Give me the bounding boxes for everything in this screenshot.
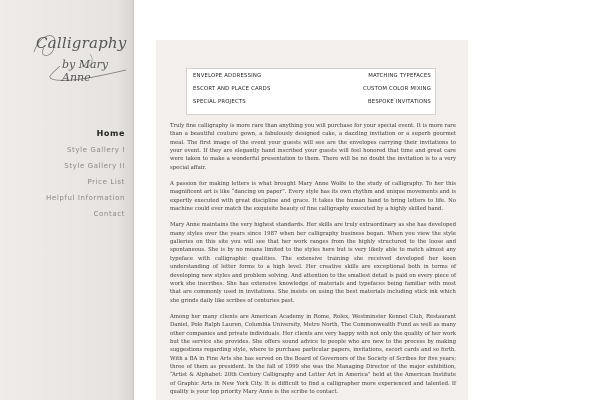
service-item: ENVELOPE ADDRESSING	[193, 73, 262, 79]
service-item: SPECIAL PROJECTS	[193, 99, 246, 105]
logo-line-1: Calligraphy	[36, 34, 127, 52]
nav-item-home[interactable]: Home	[96, 129, 125, 138]
nav-item-style-gallery-1[interactable]: Style Gallery I	[66, 146, 125, 154]
nav-item-helpful-information[interactable]: Helpful Information	[46, 194, 125, 202]
nav-item-style-gallery-2[interactable]: Style Gallery II	[64, 162, 125, 170]
paragraph: Truly fine calligraphy is more rare than anything you will purchase for your special event. It is more rare than a beautiful couture gown, a fabulously designed cake, a dazzling invitation or a superb gourmet meal. The first image of the event your guests will see are the envelopes carrying their invitations to your event. If they are elegantly hand inscribed your guests will feel honored that time and great care were taken to make a wonderful presentation to them. There will be no doubt the invitation is to a very special affair.	[170, 123, 456, 171]
site-logo[interactable]	[30, 26, 130, 86]
paragraph: Mary Anne maintains the very highest standards. Her skills are truly extraordinary as she has developed many styles over the years since 1987 when her calligraphy business began. When you view the style galleries on this site you will see that her work ranges from the highly structured to the loose and spontaneous. She is by no means limited to the styles here but is very likely able to match almost any typeface with calligraphic qualities. The extensive training she received developed her keen understanding of letter forms to a high level. Her creative skills are exceptional both in terms of developing new styles and problem solving. And attention to the smallest detail is paid on every piece of work she inscribes. She has extensive knowledge of materials and typefaces being familiar with most that are commonly used in invitations. She insists on using the best materials including stick ink which she grinds daily like scribes of centuries past.	[170, 222, 456, 304]
service-item: MATCHING TYPEFACES	[368, 73, 431, 79]
paragraph: Among her many clients are American Academy in Rome, Rolex, Westminster Kennel Club, Restaurant Daniel, Polo Ralph Lauren, Columbia University, Metro North, The Commonwealth Fund as well as many other companies and private individuals. Her clients are very happy with not only the quality of her work but the service she provides. She offers sound advice to people who are new to the process by making suggestions regarding style, where to purchase particular papers, invitations, escort cards and so forth. With a BA in Fine Arts she has served on the Board of Governors of the Society of Scribes for five years; three of them as president. In the fall of 1999 she was the Managing Director of the major exhibition, “Artist & Alphabet: 20th Century Calligraphy and Letter Art in America” held at the American Institute of Graphic Arts in New York City. It is difficult to find a calligrapher more experienced and talented. If quality is your top priority Mary Anne is the scribe to contact.	[170, 313, 456, 395]
nav-item-price-list[interactable]: Price List	[87, 178, 125, 186]
services-box	[186, 68, 436, 115]
logo-line-2: by Mary Anne	[62, 58, 109, 84]
service-item: BESPOKE INVITATIONS	[367, 99, 431, 105]
services-row	[187, 99, 437, 112]
services-row	[187, 86, 437, 99]
paragraph: A passion for making letters is what brought Mary Anne Wolfe to the study of calligraphy. To her this magnificent art is like “dancing on paper”. Every style has its own rhythm and unique movements and is expertly executed with great discipline and grace. It takes the human hand to bring letters to life. No machine could ever match the exquisite beauty of fine calligraphy executed by a highly skilled hand.	[170, 181, 456, 213]
main-nav	[5, 126, 125, 222]
service-item: CUSTOM COLOR MIXING	[363, 86, 431, 92]
services-row	[187, 73, 437, 86]
nav-item-contact[interactable]: Contact	[93, 210, 125, 218]
body-text	[170, 122, 456, 400]
service-item: ESCORT AND PLACE CARDS	[193, 86, 271, 92]
sidebar	[0, 0, 134, 400]
